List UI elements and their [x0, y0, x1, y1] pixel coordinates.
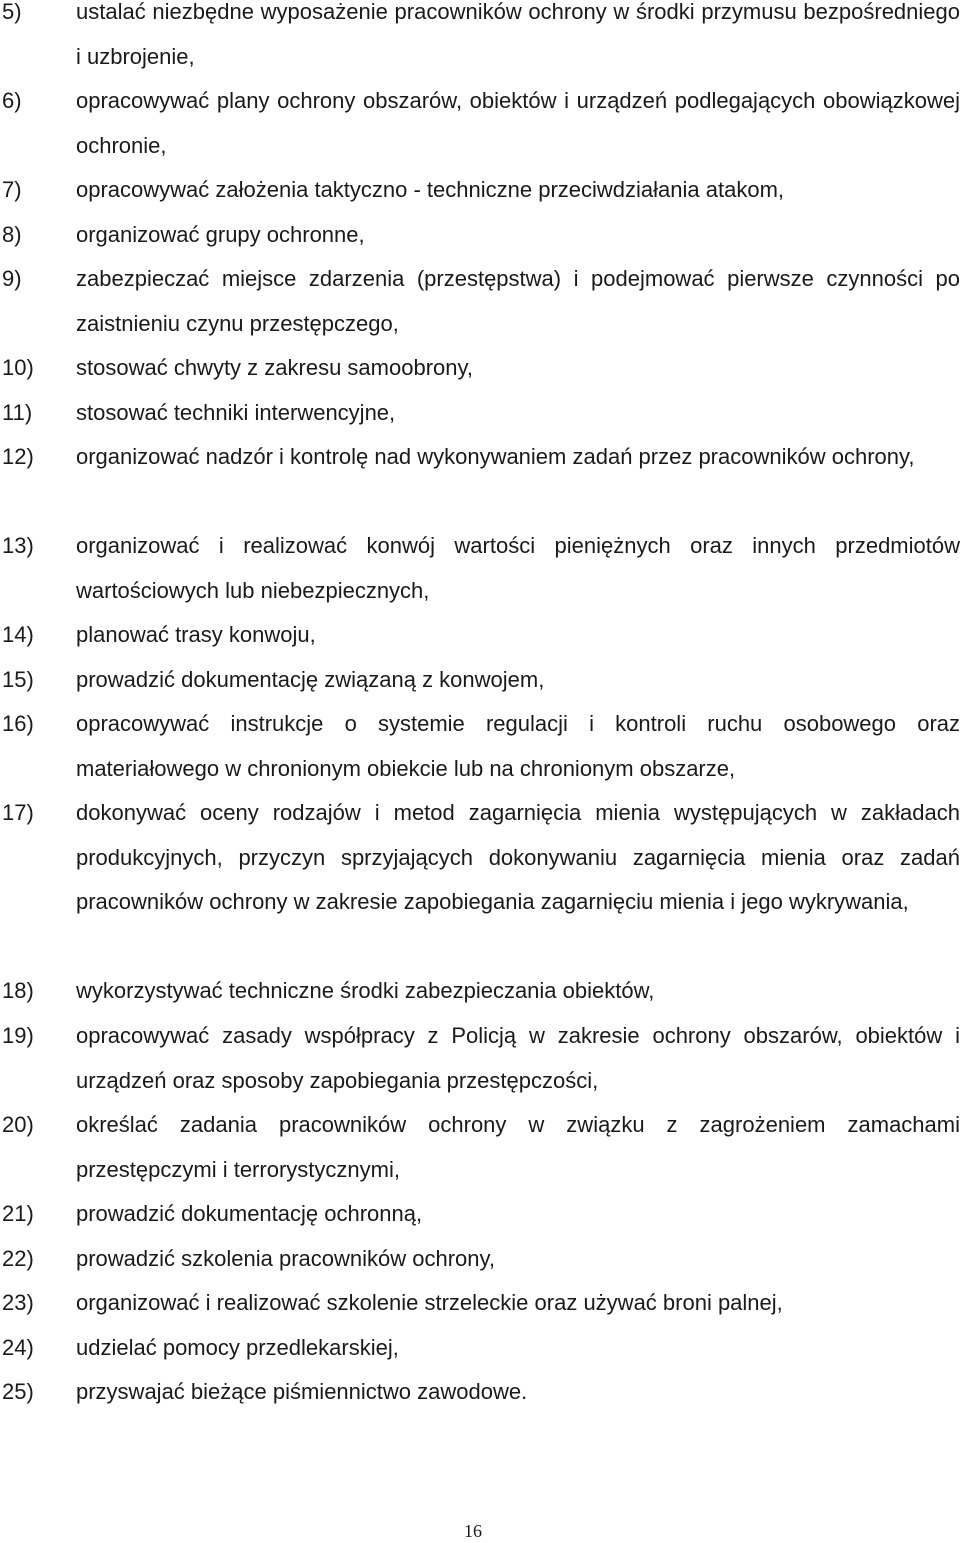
item-text: organizować i realizować szkolenie strzeleckie oraz używać broni palnej,: [76, 1290, 783, 1315]
item-text: opracowywać zasady współpracy z Policją w zakresie ochrony obszarów, obiektów i urządzeń oraz sposoby zapobiegania przestępczości,: [76, 1023, 960, 1093]
item-number: 8): [2, 222, 22, 247]
item-number: 6): [2, 88, 22, 113]
item-text: organizować i realizować konwój wartości pieniężnych oraz innych przedmiotów wartościowych lub niebezpiecznych,: [76, 533, 960, 603]
item-text: udzielać pomocy przedlekarskiej,: [76, 1335, 399, 1360]
item-text: stosować techniki interwencyjne,: [76, 400, 396, 425]
item-text: prowadzić dokumentację ochronną,: [76, 1201, 423, 1226]
item-text: opracowywać instrukcje o systemie regulacji i kontroli ruchu osobowego oraz materiałowego w chronionym obiekcie lub na chronionym obszarze,: [76, 711, 960, 781]
item-number: 15): [2, 667, 34, 692]
item-text: ustalać niezbędne wyposażenie pracowników ochrony w środki przymusu bezpośredniego i uzbrojenie,: [76, 0, 960, 69]
item-text: dokonywać oceny rodzajów i metod zagarnięcia mienia występujących w zakładach produkcyjnych, przyczyn sprzyjających dokonywaniu zagarnięcia mienia oraz zadań pracowników ochrony w zakresie zapobiegania zagarnięciu mienia i jego wykrywania,: [76, 800, 960, 915]
item-number: 9): [2, 266, 22, 291]
item-text: określać zadania pracowników ochrony w związku z zagrożeniem zamachami przestępczymi i terrorystycznymi,: [76, 1112, 960, 1182]
item-text: planować trasy konwoju,: [76, 622, 316, 647]
item-number: 18): [2, 978, 34, 1003]
item-number: 17): [2, 800, 34, 825]
item-number: 10): [2, 355, 34, 380]
item-number: 21): [2, 1201, 34, 1226]
item-number: 25): [2, 1379, 34, 1404]
item-text: organizować grupy ochronne,: [76, 222, 365, 247]
item-number: 22): [2, 1246, 34, 1271]
page-number: 16: [464, 1521, 482, 1541]
item-number: 24): [2, 1335, 34, 1360]
item-text: opracowywać założenia taktyczno - techniczne przeciwdziałania atakom,: [76, 177, 785, 202]
item-number: 20): [2, 1112, 34, 1137]
item-number: 11): [2, 400, 33, 425]
item-text: opracowywać plany ochrony obszarów, obiektów i urządzeń podlegających obowiązkowej ochronie,: [76, 88, 960, 158]
item-number: 7): [2, 177, 22, 202]
item-number: 14): [2, 622, 34, 647]
item-number: 19): [2, 1023, 34, 1048]
item-number: 12): [2, 444, 34, 469]
item-text: stosować chwyty z zakresu samoobrony,: [76, 355, 473, 380]
item-number: 16): [2, 711, 34, 736]
item-number: 23): [2, 1290, 34, 1315]
item-text: wykorzystywać techniczne środki zabezpieczania obiektów,: [76, 978, 655, 1003]
item-text: prowadzić dokumentację związaną z konwojem,: [76, 667, 545, 692]
item-text: zabezpieczać miejsce zdarzenia (przestępstwa) i podejmować pierwsze czynności po zaistnieniu czynu przestępczego,: [76, 266, 960, 336]
item-number: 13): [2, 533, 34, 558]
item-text: prowadzić szkolenia pracowników ochrony,: [76, 1246, 496, 1271]
item-text: przyswajać bieżące piśmiennictwo zawodowe.: [76, 1379, 528, 1404]
item-text: organizować nadzór i kontrolę nad wykonywaniem zadań przez pracowników ochrony,: [76, 444, 915, 469]
item-number: 5): [2, 0, 22, 24]
